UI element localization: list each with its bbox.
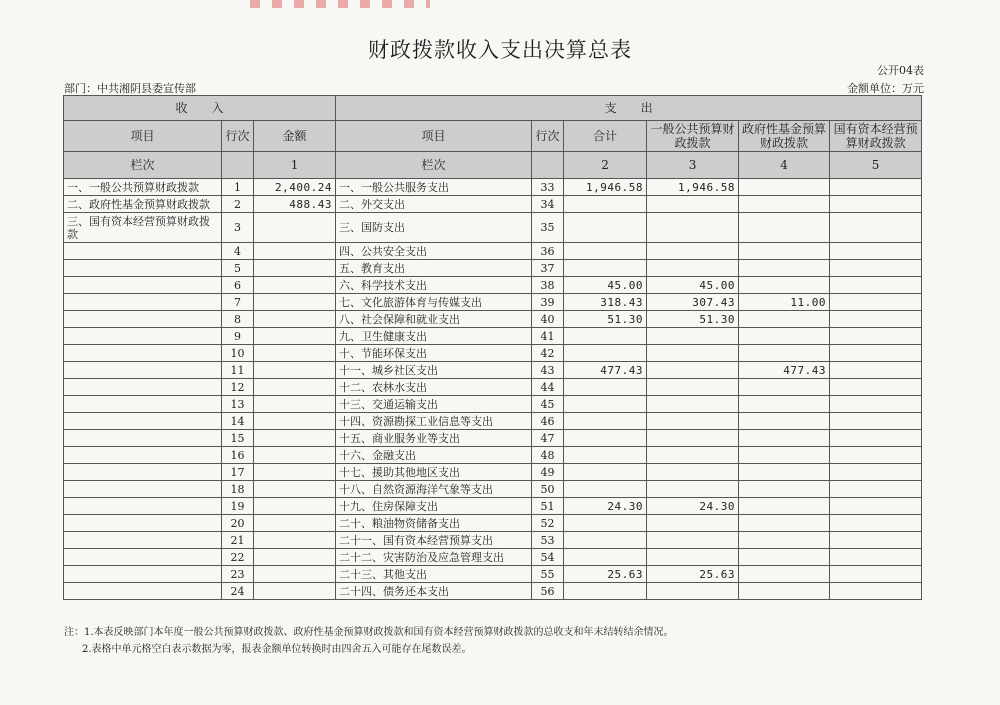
- table-row: [64, 498, 922, 515]
- expense-line-no: 39: [532, 294, 564, 311]
- income-amount: [254, 277, 336, 294]
- table-row: [64, 260, 922, 277]
- income-line-no: 6: [222, 277, 254, 294]
- income-line-header: 行次: [222, 121, 254, 152]
- table-row: [64, 196, 922, 213]
- budget-table: [63, 95, 922, 600]
- total-amount: [564, 413, 647, 430]
- expense-item: 十八、自然资源海洋气象等支出: [336, 481, 532, 498]
- income-line-no: 19: [222, 498, 254, 515]
- general-budget-amount: [647, 362, 739, 379]
- table-row: [64, 583, 922, 600]
- expense-line-no: 41: [532, 328, 564, 345]
- total-amount: [564, 213, 647, 243]
- total-amount: 25.63: [564, 566, 647, 583]
- state-capital-amount: [830, 328, 922, 345]
- income-amount: [254, 481, 336, 498]
- total-amount: 51.30: [564, 311, 647, 328]
- col-index-3: 3: [647, 152, 739, 179]
- general-budget-amount: [647, 243, 739, 260]
- expense-item: 十、节能环保支出: [336, 345, 532, 362]
- expense-line-header: 行次: [532, 121, 564, 152]
- gov-fund-amount: [739, 277, 830, 294]
- general-budget-amount: 25.63: [647, 566, 739, 583]
- gov-fund-amount: [739, 498, 830, 515]
- income-amount: [254, 447, 336, 464]
- gov-fund-amount: 11.00: [739, 294, 830, 311]
- income-amount: [254, 213, 336, 243]
- gov-fund-amount: [739, 549, 830, 566]
- expense-line-no: 43: [532, 362, 564, 379]
- income-line-no: 8: [222, 311, 254, 328]
- expense-line-no: 37: [532, 260, 564, 277]
- expense-item: 十三、交通运输支出: [336, 396, 532, 413]
- income-item: [64, 311, 222, 328]
- gov-fund-amount: [739, 430, 830, 447]
- income-item: [64, 515, 222, 532]
- income-item: 三、国有资本经营预算财政拨款: [64, 213, 222, 243]
- income-amount: [254, 311, 336, 328]
- state-capital-amount: [830, 362, 922, 379]
- state-capital-amount: [830, 345, 922, 362]
- state-capital-amount: [830, 532, 922, 549]
- income-line-no: 20: [222, 515, 254, 532]
- form-number: 公开04表: [877, 64, 924, 77]
- expense-line-no: 34: [532, 196, 564, 213]
- income-item: 一、一般公共预算财政拨款: [64, 179, 222, 196]
- income-item: [64, 277, 222, 294]
- footnotes: [64, 624, 674, 658]
- expense-item: 二、外交支出: [336, 196, 532, 213]
- table-row: [64, 277, 922, 294]
- expense-line-no: 54: [532, 549, 564, 566]
- state-capital-amount: [830, 447, 922, 464]
- income-line-no: 21: [222, 532, 254, 549]
- state-capital-amount: [830, 566, 922, 583]
- total-amount: 318.43: [564, 294, 647, 311]
- state-capital-amount: [830, 498, 922, 515]
- general-budget-amount: [647, 396, 739, 413]
- income-item: [64, 498, 222, 515]
- expense-line-no: 47: [532, 430, 564, 447]
- income-line-no: 9: [222, 328, 254, 345]
- expense-item: 一、一般公共服务支出: [336, 179, 532, 196]
- expense-header: 支 出: [336, 96, 922, 121]
- income-item: [64, 583, 222, 600]
- income-line-no: 3: [222, 213, 254, 243]
- gov-fund-amount: 477.43: [739, 362, 830, 379]
- gov-fund-amount: [739, 447, 830, 464]
- income-item: [64, 566, 222, 583]
- expense-line-no: 45: [532, 396, 564, 413]
- expense-line-no: 40: [532, 311, 564, 328]
- income-line-no: 12: [222, 379, 254, 396]
- table-row: [64, 243, 922, 260]
- income-amount: [254, 379, 336, 396]
- expense-line-no: 52: [532, 515, 564, 532]
- income-line-no: 2: [222, 196, 254, 213]
- total-amount: [564, 515, 647, 532]
- expense-line-no: 50: [532, 481, 564, 498]
- red-seal-mark: [250, 0, 430, 8]
- col-index-5: 5: [830, 152, 922, 179]
- expense-item: 九、卫生健康支出: [336, 328, 532, 345]
- income-amount: [254, 430, 336, 447]
- income-line-no: 14: [222, 413, 254, 430]
- expense-item: 十六、金融支出: [336, 447, 532, 464]
- state-capital-amount: [830, 396, 922, 413]
- income-item: [64, 413, 222, 430]
- income-amount: [254, 515, 336, 532]
- income-amount: [254, 498, 336, 515]
- gov-fund-amount: [739, 213, 830, 243]
- general-budget-amount: [647, 413, 739, 430]
- table-row: [64, 566, 922, 583]
- state-capital-header: 国有资本经营预算财政拨款: [830, 121, 922, 152]
- table-row: [64, 396, 922, 413]
- total-amount: [564, 583, 647, 600]
- table-row: [64, 430, 922, 447]
- total-amount: [564, 430, 647, 447]
- income-item: [64, 294, 222, 311]
- table-row: [64, 362, 922, 379]
- expense-line-no: 51: [532, 498, 564, 515]
- gov-fund-amount: [739, 413, 830, 430]
- gov-fund-amount: [739, 260, 830, 277]
- general-budget-header: 一般公共预算财政拨款: [647, 121, 739, 152]
- expense-line-no: 49: [532, 464, 564, 481]
- general-budget-amount: [647, 345, 739, 362]
- expense-item: 二十三、其他支出: [336, 566, 532, 583]
- general-budget-amount: [647, 260, 739, 277]
- income-amount: [254, 243, 336, 260]
- expense-item: 十九、住房保障支出: [336, 498, 532, 515]
- gov-fund-amount: [739, 583, 830, 600]
- department-label: 部门：中共湘阴县委宣传部: [64, 82, 196, 95]
- expense-item: 八、社会保障和就业支出: [336, 311, 532, 328]
- table-row: [64, 413, 922, 430]
- income-item: [64, 549, 222, 566]
- state-capital-amount: [830, 260, 922, 277]
- income-amount: [254, 345, 336, 362]
- income-amount: [254, 413, 336, 430]
- expense-item: 十四、资源勘探工业信息等支出: [336, 413, 532, 430]
- income-item-header: 项目: [64, 121, 222, 152]
- expense-line-no: 33: [532, 179, 564, 196]
- income-amount: [254, 566, 336, 583]
- gov-fund-amount: [739, 566, 830, 583]
- expense-line-no: 44: [532, 379, 564, 396]
- note-1: 注：1.本表反映部门本年度一般公共预算财政拨款、政府性基金预算财政拨款和国有资本经营预算财政拨款的总收支和年末结转结余情况。: [64, 627, 674, 638]
- page-title: 财政拨款收入支出决算总表: [368, 38, 632, 62]
- col-index-1: 1: [254, 152, 336, 179]
- income-amount: [254, 328, 336, 345]
- table-row: [64, 549, 922, 566]
- table-row: [64, 345, 922, 362]
- income-line-no: 15: [222, 430, 254, 447]
- expense-line-no: 55: [532, 566, 564, 583]
- income-line-no: 17: [222, 464, 254, 481]
- income-item: [64, 447, 222, 464]
- total-amount: [564, 532, 647, 549]
- general-budget-amount: [647, 196, 739, 213]
- income-amount: 488.43: [254, 196, 336, 213]
- table-row: [64, 328, 922, 345]
- table-row: [64, 179, 922, 196]
- state-capital-amount: [830, 196, 922, 213]
- income-amount: [254, 396, 336, 413]
- gov-fund-amount: [739, 179, 830, 196]
- table-row: [64, 532, 922, 549]
- col-label-right: 栏次: [336, 152, 532, 179]
- state-capital-amount: [830, 549, 922, 566]
- expense-item-header: 项目: [336, 121, 532, 152]
- expense-item: 十二、农林水支出: [336, 379, 532, 396]
- table-row: [64, 481, 922, 498]
- income-item: 二、政府性基金预算财政拨款: [64, 196, 222, 213]
- general-budget-amount: 45.00: [647, 277, 739, 294]
- income-line-no: 22: [222, 549, 254, 566]
- gov-fund-amount: [739, 464, 830, 481]
- gov-fund-amount: [739, 196, 830, 213]
- gov-fund-amount: [739, 243, 830, 260]
- total-amount: 24.30: [564, 498, 647, 515]
- expense-item: 十一、城乡社区支出: [336, 362, 532, 379]
- total-amount: [564, 379, 647, 396]
- expense-item: 七、文化旅游体育与传媒支出: [336, 294, 532, 311]
- income-line-no: 18: [222, 481, 254, 498]
- state-capital-amount: [830, 379, 922, 396]
- income-item: [64, 532, 222, 549]
- total-amount: [564, 345, 647, 362]
- table-row: [64, 447, 922, 464]
- state-capital-amount: [830, 294, 922, 311]
- total-amount: [564, 549, 647, 566]
- income-item: [64, 464, 222, 481]
- general-budget-amount: [647, 213, 739, 243]
- general-budget-amount: [647, 515, 739, 532]
- expense-line-no: 38: [532, 277, 564, 294]
- total-amount: 1,946.58: [564, 179, 647, 196]
- expense-item: 十七、援助其他地区支出: [336, 464, 532, 481]
- general-budget-amount: [647, 464, 739, 481]
- unit-label: 金额单位：万元: [847, 82, 924, 95]
- income-header: 收 入: [64, 96, 336, 121]
- state-capital-amount: [830, 583, 922, 600]
- income-item: [64, 362, 222, 379]
- table-row: [64, 515, 922, 532]
- income-line-no: 23: [222, 566, 254, 583]
- income-amount: [254, 260, 336, 277]
- expense-line-no: 35: [532, 213, 564, 243]
- general-budget-amount: [647, 583, 739, 600]
- income-amount-header: 金额: [254, 121, 336, 152]
- table-row: [64, 311, 922, 328]
- income-line-no: 16: [222, 447, 254, 464]
- income-item: [64, 430, 222, 447]
- income-line-no: 13: [222, 396, 254, 413]
- expense-line-no: 46: [532, 413, 564, 430]
- state-capital-amount: [830, 413, 922, 430]
- expense-item: 三、国防支出: [336, 213, 532, 243]
- state-capital-amount: [830, 179, 922, 196]
- state-capital-amount: [830, 277, 922, 294]
- gov-fund-amount: [739, 311, 830, 328]
- gov-fund-amount: [739, 396, 830, 413]
- income-amount: [254, 294, 336, 311]
- income-amount: [254, 362, 336, 379]
- total-amount: [564, 243, 647, 260]
- income-item: [64, 481, 222, 498]
- income-line-no: 11: [222, 362, 254, 379]
- expense-item: 四、公共安全支出: [336, 243, 532, 260]
- income-line-no: 1: [222, 179, 254, 196]
- general-budget-amount: [647, 532, 739, 549]
- general-budget-amount: 307.43: [647, 294, 739, 311]
- income-line-no: 5: [222, 260, 254, 277]
- income-amount: [254, 532, 336, 549]
- income-amount: [254, 464, 336, 481]
- gov-fund-amount: [739, 515, 830, 532]
- expense-item: 二十二、灾害防治及应急管理支出: [336, 549, 532, 566]
- general-budget-amount: [647, 379, 739, 396]
- general-budget-amount: [647, 430, 739, 447]
- expense-item: 二十四、债务还本支出: [336, 583, 532, 600]
- total-amount: [564, 328, 647, 345]
- total-amount: [564, 481, 647, 498]
- income-amount: [254, 549, 336, 566]
- total-amount: 45.00: [564, 277, 647, 294]
- state-capital-amount: [830, 481, 922, 498]
- gov-fund-header: 政府性基金预算财政拨款: [739, 121, 830, 152]
- state-capital-amount: [830, 213, 922, 243]
- expense-item: 二十、粮油物资储备支出: [336, 515, 532, 532]
- expense-item: 十五、商业服务业等支出: [336, 430, 532, 447]
- income-amount: 2,400.24: [254, 179, 336, 196]
- table-row: [64, 213, 922, 243]
- state-capital-amount: [830, 311, 922, 328]
- expense-line-no: 56: [532, 583, 564, 600]
- general-budget-amount: [647, 481, 739, 498]
- col-label-left: 栏次: [64, 152, 222, 179]
- state-capital-amount: [830, 243, 922, 260]
- expense-item: 二十一、国有资本经营预算支出: [336, 532, 532, 549]
- gov-fund-amount: [739, 532, 830, 549]
- expense-line-no: 53: [532, 532, 564, 549]
- state-capital-amount: [830, 515, 922, 532]
- total-amount: [564, 464, 647, 481]
- income-item: [64, 243, 222, 260]
- income-line-no: 24: [222, 583, 254, 600]
- general-budget-amount: 1,946.58: [647, 179, 739, 196]
- expense-item: 六、科学技术支出: [336, 277, 532, 294]
- gov-fund-amount: [739, 379, 830, 396]
- gov-fund-amount: [739, 481, 830, 498]
- table-row: [64, 464, 922, 481]
- income-item: [64, 396, 222, 413]
- general-budget-amount: 51.30: [647, 311, 739, 328]
- general-budget-amount: 24.30: [647, 498, 739, 515]
- expense-line-no: 36: [532, 243, 564, 260]
- expense-line-no: 48: [532, 447, 564, 464]
- total-amount: 477.43: [564, 362, 647, 379]
- total-header: 合计: [564, 121, 647, 152]
- gov-fund-amount: [739, 345, 830, 362]
- table-row: [64, 379, 922, 396]
- income-amount: [254, 583, 336, 600]
- income-item: [64, 345, 222, 362]
- total-amount: [564, 260, 647, 277]
- income-item: [64, 260, 222, 277]
- total-amount: [564, 447, 647, 464]
- expense-line-no: 42: [532, 345, 564, 362]
- state-capital-amount: [830, 464, 922, 481]
- income-line-no: 10: [222, 345, 254, 362]
- table-row: [64, 294, 922, 311]
- total-amount: [564, 396, 647, 413]
- col-index-4: 4: [739, 152, 830, 179]
- note-2: 2.表格中单元格空白表示数据为零，报表金额单位转换时由四舍五入可能存在尾数误差。: [82, 644, 472, 655]
- state-capital-amount: [830, 430, 922, 447]
- general-budget-amount: [647, 447, 739, 464]
- income-item: [64, 328, 222, 345]
- income-line-no: 4: [222, 243, 254, 260]
- expense-item: 五、教育支出: [336, 260, 532, 277]
- general-budget-amount: [647, 328, 739, 345]
- total-amount: [564, 196, 647, 213]
- income-item: [64, 379, 222, 396]
- income-line-no: 7: [222, 294, 254, 311]
- gov-fund-amount: [739, 328, 830, 345]
- col-index-2: 2: [564, 152, 647, 179]
- general-budget-amount: [647, 549, 739, 566]
